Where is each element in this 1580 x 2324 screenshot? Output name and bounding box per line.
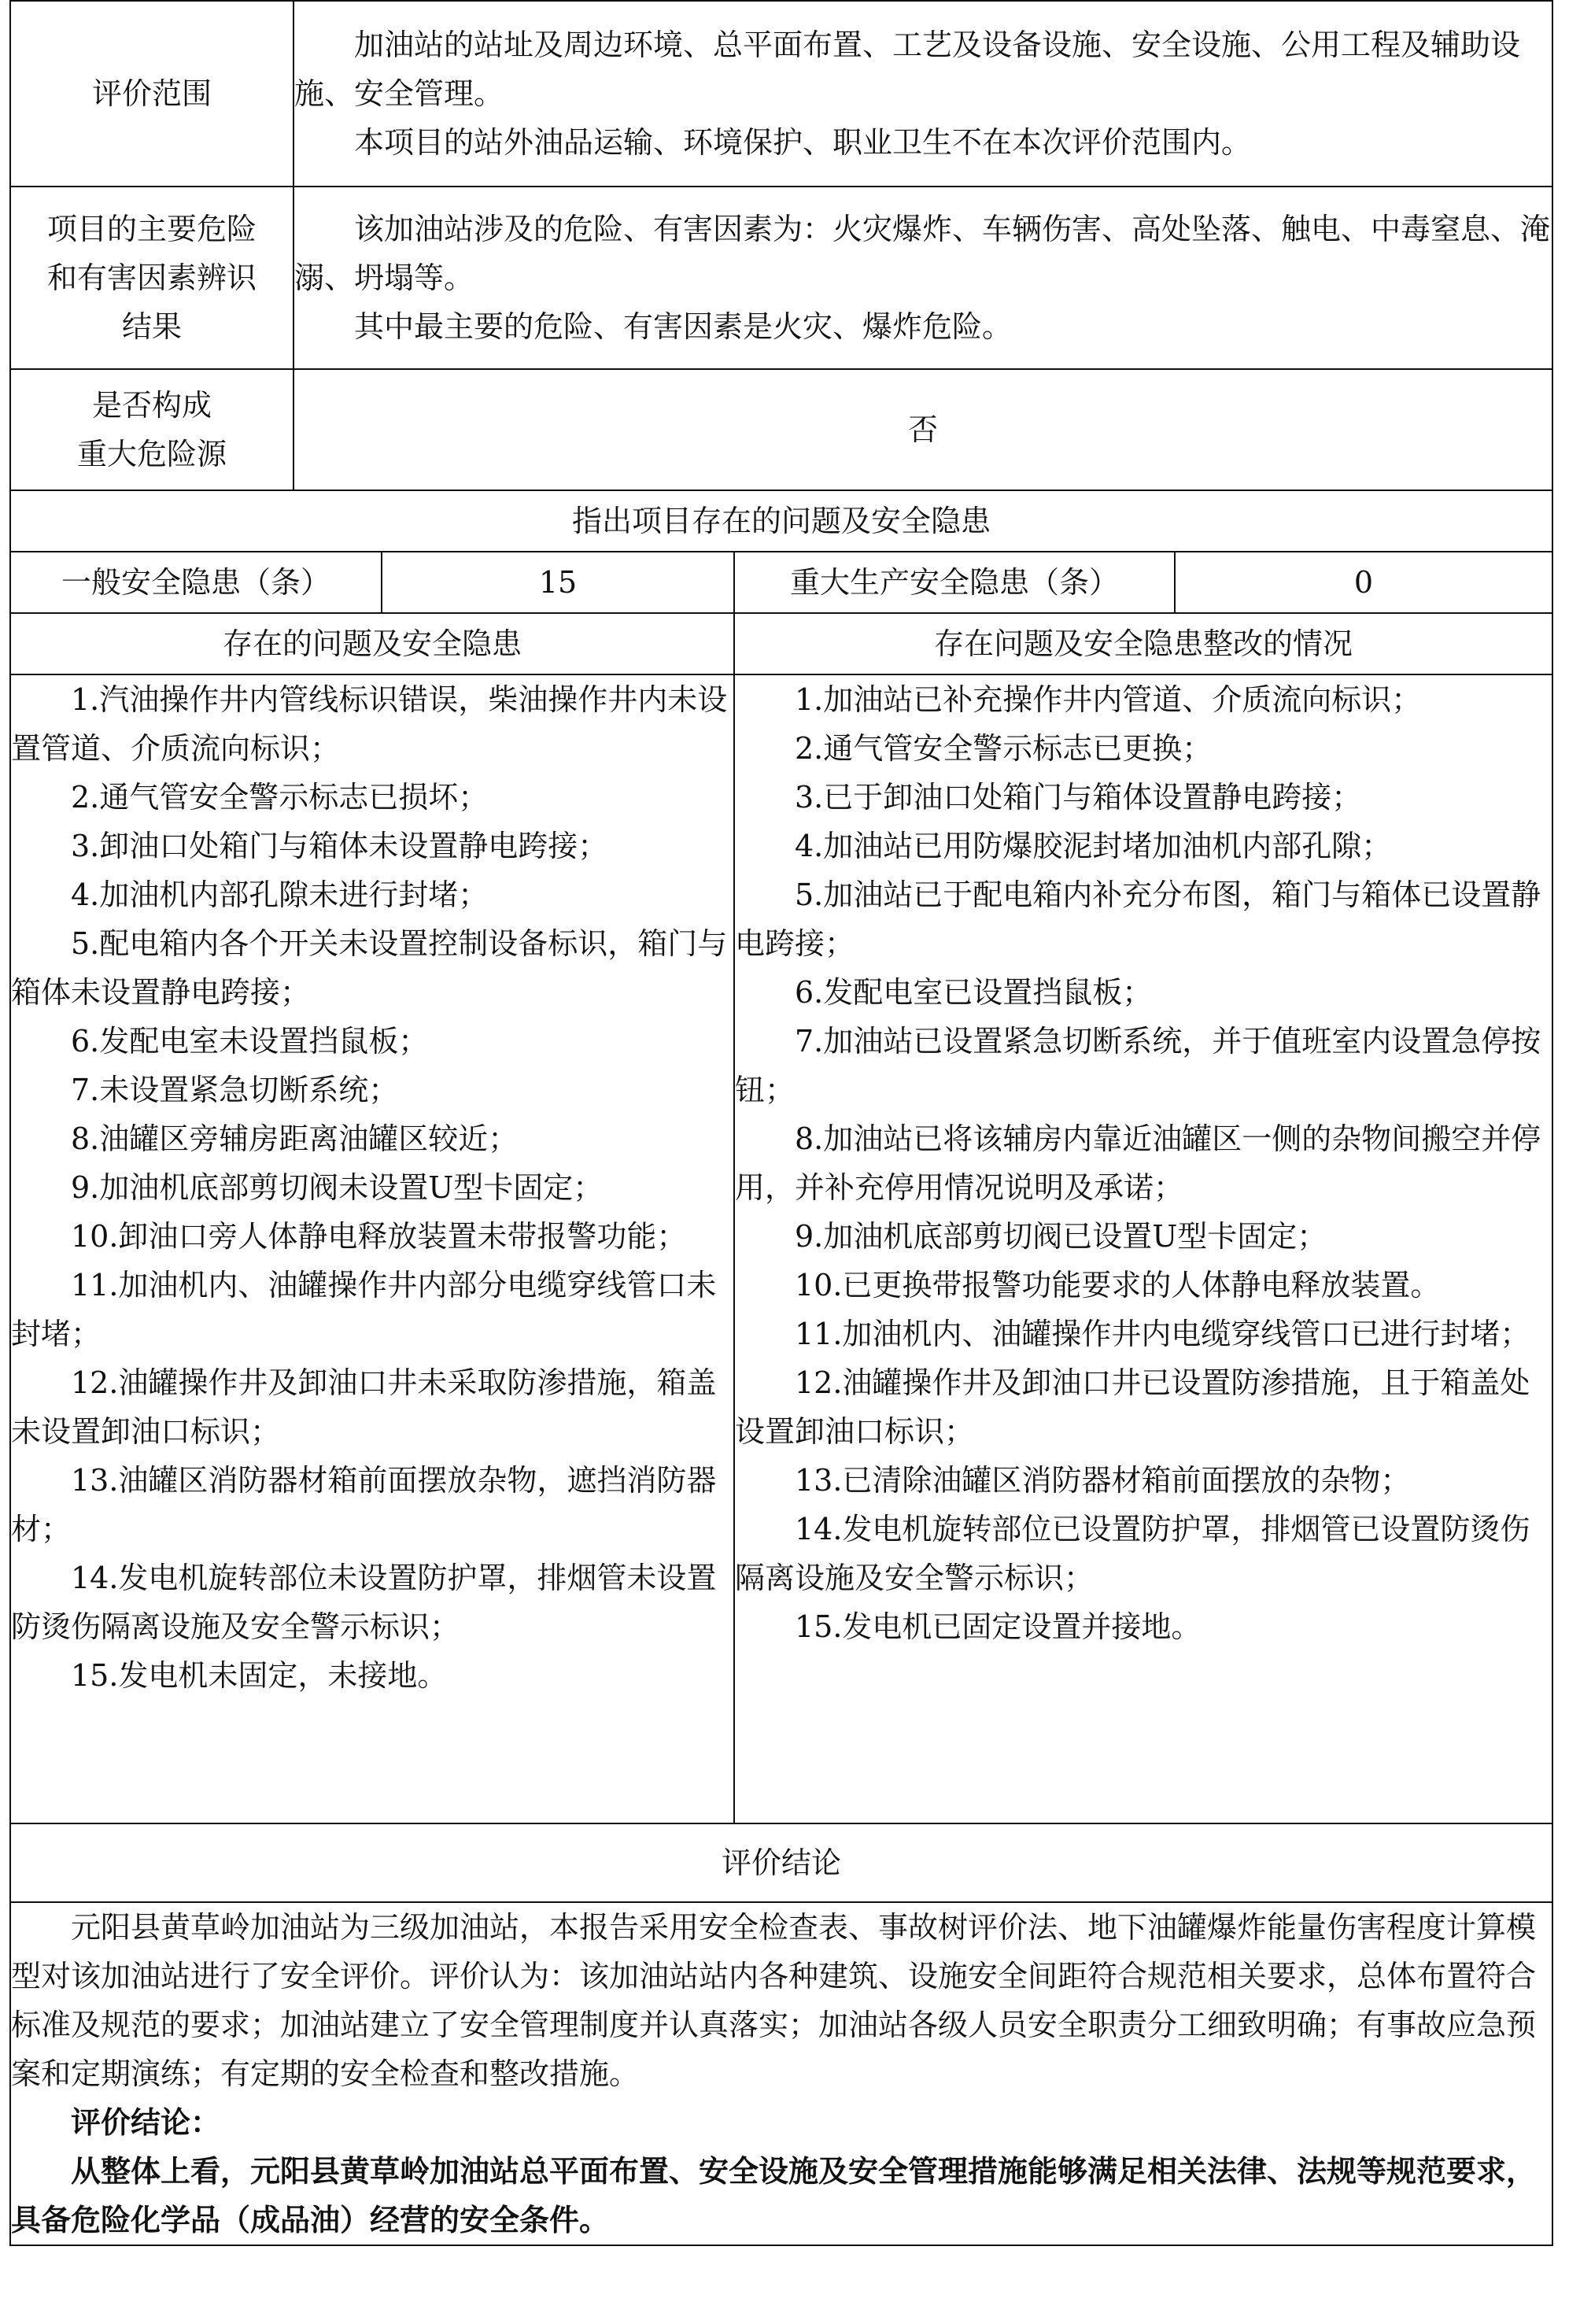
- major-hazard-label-line-2: 重大危险源: [76, 437, 227, 471]
- scope-row: [10, 1, 1552, 187]
- major-hazard-label: [10, 369, 293, 490]
- general-hazard-count-label: 一般安全隐患（条）: [10, 552, 382, 613]
- major-hazard-count-value: 0: [1175, 552, 1552, 613]
- issues-header: 指出项目存在的问题及安全隐患: [10, 490, 1552, 552]
- problem-item: 5.配电箱内各个开关未设置控制设备标识，箱门与箱体未设置静电跨接；: [11, 926, 728, 1010]
- scope-paragraph-2: 本项目的站外油品运输、环境保护、职业卫生不在本次评价范围内。: [354, 125, 1252, 160]
- counts-row: [10, 552, 1552, 613]
- conclusion-header: 评价结论: [10, 1823, 1552, 1902]
- problem-item: 11.加油机内、油罐操作井内部分电缆穿线管口未封堵；: [11, 1268, 717, 1351]
- problem-item: 7.未设置紧急切断系统；: [71, 1073, 399, 1107]
- problem-item: 8.油罐区旁辅房距离油罐区较近；: [71, 1121, 519, 1156]
- rectification-item: 5.加油站已于配电箱内补充分布图，箱门与箱体已设置静电跨接；: [735, 878, 1541, 961]
- problem-item: 15.发电机未固定，未接地。: [71, 1658, 448, 1693]
- problem-item: 1.汽油操作井内管线标识错误，柴油操作井内未设置管道、介质流向标识；: [11, 682, 728, 766]
- conclusion-content: [10, 1902, 1552, 2245]
- problem-item: 9.加油机底部剪切阀未设置U型卡固定；: [71, 1170, 604, 1205]
- problem-item: 14.发电机旋转部位未设置防护罩，排烟管未设置防烫伤隔离设施及安全警示标识；: [11, 1561, 717, 1644]
- evaluation-summary-table: [9, 0, 1553, 2246]
- major-hazard-label-line-1: 是否构成: [91, 388, 212, 423]
- problem-item: 3.卸油口处箱门与箱体未设置静电跨接；: [71, 829, 608, 863]
- problems-list: [10, 674, 734, 1823]
- scope-paragraph-1: 加油站的站址及周边环境、总平面布置、工艺及设备设施、安全设施、公用工程及辅助设施、安全管理。: [294, 28, 1521, 111]
- rectification-item: 12.油罐操作井及卸油口井已设置防渗措施，且于箱盖处设置卸油口标识；: [735, 1365, 1530, 1449]
- scope-content: [293, 1, 1552, 187]
- rectification-item: 7.加油站已设置紧急切断系统，并于值班室内设置急停按钮；: [735, 1024, 1541, 1107]
- problem-item: 10.卸油口旁人体静电释放装置未带报警功能；: [71, 1219, 687, 1254]
- major-hazard-count-label: 重大生产安全隐患（条）: [734, 552, 1175, 613]
- rectification-item: 14.发电机旋转部位已设置防护罩，排烟管已设置防烫伤隔离设施及安全警示标识；: [735, 1512, 1530, 1595]
- hazards-label-line-1: 项目的主要危险: [46, 212, 257, 246]
- rectification-item: 6.发配电室已设置挡鼠板；: [795, 975, 1153, 1010]
- problems-column-header: 存在的问题及安全隐患: [10, 613, 734, 674]
- hazards-paragraph-1: 该加油站涉及的危险、有害因素为：火灾爆炸、车辆伤害、高处坠落、触电、中毒窒息、淹溺、坍塌等。: [294, 212, 1551, 295]
- hazards-paragraph-2: 其中最主要的危险、有害因素是火灾、爆炸危险。: [354, 309, 1013, 344]
- hazards-label: [10, 187, 293, 369]
- problem-item: 12.油罐操作井及卸油口井未采取防渗措施，箱盖未设置卸油口标识；: [11, 1365, 717, 1449]
- problem-item: 2.通气管安全警示标志已损坏；: [71, 780, 489, 815]
- rectification-list: [734, 674, 1552, 1823]
- columns-header-row: [10, 613, 1552, 674]
- hazards-content: [293, 187, 1552, 369]
- rectification-item: 9.加油机底部剪切阀已设置U型卡固定；: [795, 1219, 1327, 1254]
- rectification-item: 11.加油机内、油罐操作井内电缆穿线管口已进行封堵；: [795, 1317, 1530, 1351]
- conclusion-header-row: [10, 1823, 1552, 1902]
- rectification-item: 4.加油站已用防爆胶泥封堵加油机内部孔隙；: [795, 829, 1392, 863]
- rectification-item: 3.已于卸油口处箱门与箱体设置静电跨接；: [795, 780, 1362, 815]
- conclusion-row: [10, 1902, 1552, 2245]
- conclusion-final: 从整体上看，元阳县黄草岭加油站总平面布置、安全设施及安全管理措施能够满足相关法律、法规等规范要求，具备危险化学品（成品油）经营的安全条件。: [11, 2153, 1537, 2237]
- general-hazard-count-value: 15: [382, 552, 734, 613]
- problem-item: 4.加油机内部孔隙未进行封堵；: [71, 878, 489, 912]
- rectification-column-header: 存在问题及安全隐患整改的情况: [734, 613, 1552, 674]
- problem-item: 6.发配电室未设置挡鼠板；: [71, 1024, 429, 1059]
- conclusion-sub-label: 评价结论：: [71, 2104, 221, 2140]
- rectification-item: 13.已清除油罐区消防器材箱前面摆放的杂物；: [795, 1463, 1411, 1498]
- rectification-item: 1.加油站已补充操作井内管道、介质流向标识；: [795, 682, 1422, 717]
- issues-header-row: [10, 490, 1552, 552]
- rectification-item: 15.发电机已固定设置并接地。: [795, 1609, 1202, 1644]
- problem-item: 13.油罐区消防器材箱前面摆放杂物，遮挡消防器材；: [11, 1463, 717, 1546]
- conclusion-body: 元阳县黄草岭加油站为三级加油站，本报告采用安全检查表、事故树评价法、地下油罐爆炸能量伤害程度计算模型对该加油站进行了安全评价。评价认为：该加油站站内各种建筑、设施安全间距符合规范相关要求，总体布置符合标准及规范的要求；加油站建立了安全管理制度并认真落实；加油站各级人员安全职责分工细致明确；有事故应急预案和定期演练；有定期的安全检查和整改措施。: [11, 1910, 1537, 2091]
- rectification-item: 10.已更换带报警功能要求的人体静电释放装置。: [795, 1268, 1441, 1302]
- rectification-item: 2.通气管安全警示标志已更换；: [795, 731, 1213, 766]
- hazards-label-line-3: 结果: [121, 309, 182, 344]
- hazards-row: [10, 187, 1552, 369]
- major-hazard-value: 否: [293, 369, 1552, 490]
- hazards-label-line-2: 和有害因素辨识: [46, 260, 257, 295]
- rectification-item: 8.加油站已将该辅房内靠近油罐区一侧的杂物间搬空并停用，并补充停用情况说明及承诺；: [735, 1121, 1541, 1205]
- scope-label: 评价范围: [10, 1, 293, 187]
- major-hazard-row: [10, 369, 1552, 490]
- lists-row: [10, 674, 1552, 1823]
